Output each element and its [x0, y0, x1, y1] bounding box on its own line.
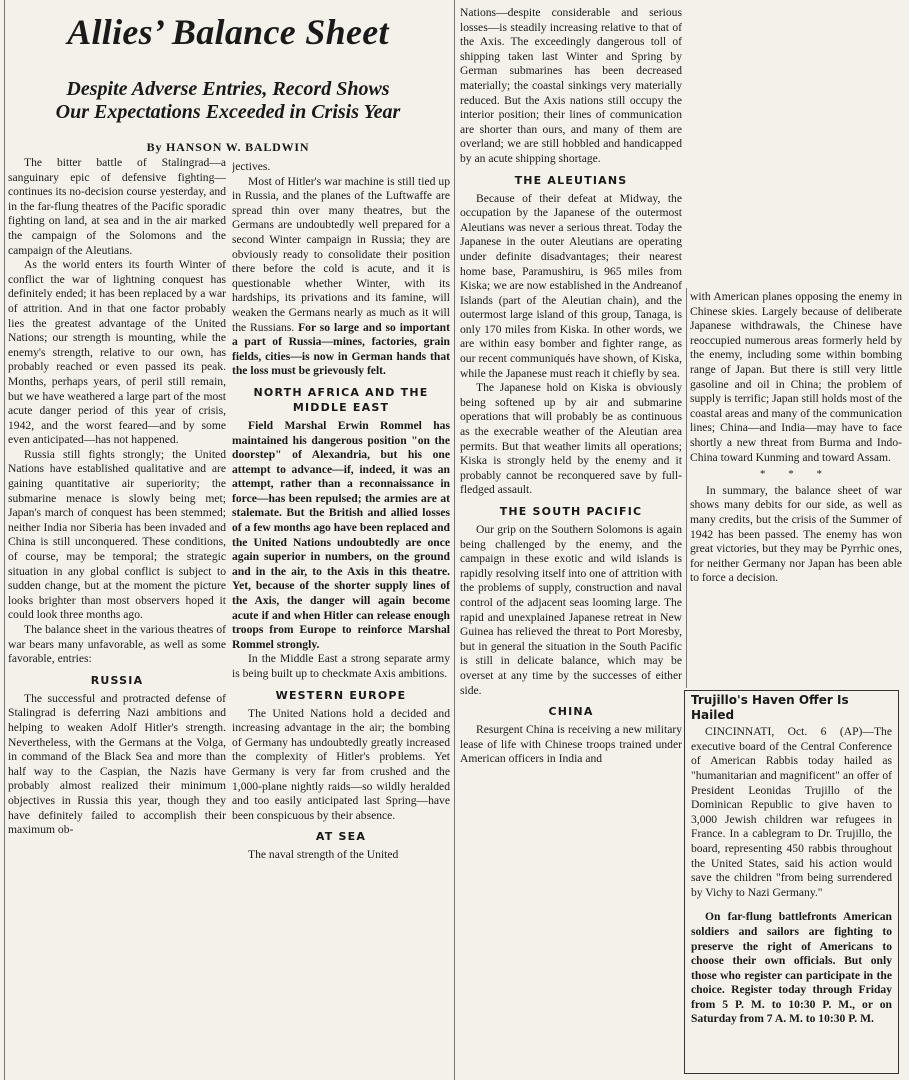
headline-block [8, 4, 448, 155]
paragraph-body: The executive board of the Central Conference of American Rabbis today hailed as "humanitarian and magnificent" an offer of President Leonidas Trujillo of the Dominican Republic to give haven to 3,000 Jewish children war refugees in France. In a cablegram to Dr. Trujillo, the board, representing 450 rabbis throughout the United States, said his action would save the children "from being surrendered by Vichy to Nazi Germany." [691, 725, 892, 899]
subtitle [8, 78, 448, 124]
paragraph-bold-part: For so large and so important a part of Russia—mines, factories, grain fields, cities—is now in German hands that the loss must be grievously felt. [232, 320, 450, 378]
subtitle-line-1: Despite Adverse Entries, Record Shows [66, 78, 390, 100]
article-column-4 [690, 290, 902, 686]
trujillo-news-box [684, 690, 899, 1074]
article-column-3 [460, 6, 682, 1076]
section-heading-north-africa [232, 385, 450, 415]
paragraph: Our grip on the Southern Solomons is again being challenged by the enemy, and the campaign in these exotic and wild islands is rapidly resolving itself into one of attrition with the problems of supply, construction and naval control of the adjacent seas looming large. The rapid and unexplained Japanese retreat in New Guinea has relieved the threat to Port Moresby, but in general the situation in the South Pacific is still in delicate balance, which may be overset at any time by the successes of either side. [460, 523, 682, 697]
paragraph [691, 725, 892, 900]
paragraph-part: Most of Hitler's war machine is still tied up in Russia, and the planes of the Luftwaffe are spread thin over many theatres, but the Germans are undoubtedly well prepared for a second Winter campaign in Russia; they are obviously ready to consolidate their position there before the cold is acute, and it is questionable whether Winter, with its hardships, its privations and its famine, will weaken the Germans nearly as much as it will the Russians. [232, 174, 450, 334]
paragraph: Because of their defeat at Midway, the occupation by the Japanese of the outermost Aleutians was never a serious threat. Today the Japanese in the outer Aleutians are operating under definite disadvantages; their nearest home base, Paramushiru, is 965 miles from Kiska; we are now established in the Andreanof Islands (part of the Aleutian chain), and the outermost large island of this group, Tanaga, is only 170 miles from Kiska. In other words, we are within easy bomber and fighter range, as our recent communiqués have shown, of Kiska, while the Japanese must reach it chiefly by sea. [460, 191, 682, 380]
heading-line-1: NORTH AFRICA AND THE [253, 385, 429, 399]
column-rule-2 [686, 288, 687, 688]
registration-notice: On far-flung battlefronts American soldiers and sailors are fighting to preserve the right of Americans to choose their own officials. But only those who register can participate in the choice. Register today through Friday from 5 P. M. to 10:30 P. M., or on Saturday from 7 A. M. to 10:30 P. M. [691, 910, 892, 1026]
paragraph: The successful and protracted defense of Stalingrad is deferring Nazi ambitions and helping to weaken Adolf Hitler's strength. Nevertheless, with the Germans at the Volga, in command of the Black Sea and more than half way to the Caspian, the Nazis have probably almost realized their minimum objectives in Russia this year, though they have definitely failed to accomplish their maximum ob- [8, 691, 226, 837]
section-heading-aleutians: THE ALEUTIANS [514, 173, 628, 187]
paragraph: As the world enters its fourth Winter of conflict the war of lightning conquest has definitely ended; it has been replaced by a war of attrition. And in that one factor probably lies the greatest advantage of the United Nations; our strength is mounting, while the enemy's strength, relative to our own, has probably reached or even passed its peak. Months, perhaps years, of peril still remain, but we have weathered a large part of the most acute danger period of this year of crisis, 1942, and the worst feared—and by some even anticipated—has not happened. [8, 258, 226, 447]
paragraph: The United Nations hold a decided and increasing advantage in the air; the bombing of Germany has undoubtedly greatly increased the complexity of Hitler's problems. Yet Germany is very far from crushed and the 1,000-plane nightly raids—so wildly heralded and too easily anticipated last Spring—have been conspicuous by their absence. [232, 706, 450, 822]
paragraph: Field Marshal Erwin Rommel has maintained his dangerous position "on the doorstep" of Alexandria, but his one attempt to advance—if, indeed, it was an attempt, rather than a reconnaissance in force—has been repulsed; the armies are at stalemate. But the British and allied losses of a few months ago have been replaced and the United Nations undoubtedly are once again superior in numbers, on the ground and in the air, to the Axis in this theatre. Yet, because of the shorter supply lines of the Axis, the danger will again become acute if and when Hitler can release enough troops from Europe to reinforce Marshal Rommel strongly. [232, 418, 450, 651]
section-heading-at-sea: AT SEA [315, 830, 367, 844]
paragraph: Russia still fights strongly; the United Nations have established qualitative and are gaining quantitative air superiority; the submarine menace is slowly being met; Japan's march of conquest has been stemmed; neither India nor Siberia has been invaded and China is still unconquered. These conditions, of course, may be temporal; the strategic situation in any global conflict is subject to sudden change, but at the moment the picture looks brighter than most observers hoped it could look three months ago. [8, 447, 226, 622]
paragraph: The Japanese hold on Kiska is obviously being softened up by air and submarine operations that will probably be as continuous as the execrable weather of the Aleutian area permits. But that weather limits all operations; Kiska is strongly held by the enemy and it probably cannot be reconquered save by full-fledged assault. [460, 381, 682, 497]
section-divider-stars: * * * [760, 468, 832, 481]
section-heading-china: CHINA [548, 705, 594, 719]
heading-line-2: MIDDLE EAST [292, 400, 390, 414]
paragraph: The bitter battle of Stalingrad—a sanguinary epic of defensive fighting—continues its no-decision course yesterday, and in the far-flung theatres of the Pacific sporadic fighting on land, at sea and in the air marked the campaign of the Solomons and the campaign of the Aleutians. [8, 156, 226, 257]
paragraph: with American planes opposing the enemy in Chinese skies. Largely because of deliberate Japanese withdrawals, the Chinese have reoccupied numerous areas formerly held by the enemy, including some within bombing range of Japan. But there is still very little gasoline and oil in China; the problem of supply is terrific; Japan still holds most of the coastal areas and many of the communication lines; China—and India—may have to face shortly a new threat from Burma and Indo-China toward Kunming and toward Assam. [690, 290, 902, 464]
section-heading-south-pacific: THE SOUTH PACIFIC [499, 505, 643, 518]
box-headline: Trujillo's Haven Offer Is Hailed [691, 693, 849, 722]
subtitle-line-2: Our Expectations Exceeded in Crisis Year [55, 101, 401, 123]
column-rule-left-edge [4, 0, 5, 1080]
column-rule-1 [454, 0, 455, 1080]
paragraph: In the Middle East a strong separate army is being built up to checkmate Axis ambitions. [232, 652, 450, 680]
article-column-1 [8, 156, 226, 1076]
paragraph: jectives. [232, 160, 271, 173]
paragraph: Resurgent China is receiving a new military lease of life with Chinese troops trained under American officers in India and [460, 723, 682, 766]
paragraph: In summary, the balance sheet of war shows many debits for our side, as well as many credits, but the crisis of the Summer of 1942 has been passed. The enemy has won great victories, but they may be Pyrrhic ones, for neither Germany nor Japan has been able to force a decision. [690, 483, 902, 585]
paragraph [232, 175, 450, 379]
article-column-2 [232, 160, 450, 1076]
section-heading-russia: RUSSIA [90, 673, 144, 687]
dateline: CINCINNATI, Oct. 6 (AP)— [705, 725, 874, 739]
byline: By HANSON W. BALDWIN [146, 140, 310, 154]
paragraph: The naval strength of the United [248, 848, 399, 862]
paragraph: Nations—despite considerable and serious losses—is steadily increasing relative to that of the Axis. The exceedingly dangerous toll of shipping taken last Winter and Spring by German submarines has been decreased materially; the coastal sinkings very materially reduced. But the Axis nations still occupy the interior position; their lines of communication are shorter than ours, and many of them are overland; we are still hobbled and handicapped by an acute shipping shortage. [460, 6, 682, 165]
section-heading-western-europe: WESTERN EUROPE [275, 688, 407, 702]
page-title: Allies’ Balance Sheet [67, 12, 389, 52]
paragraph: The balance sheet in the various theatres of war bears many unfavorable, as well as some favorable, entries: [8, 623, 226, 666]
